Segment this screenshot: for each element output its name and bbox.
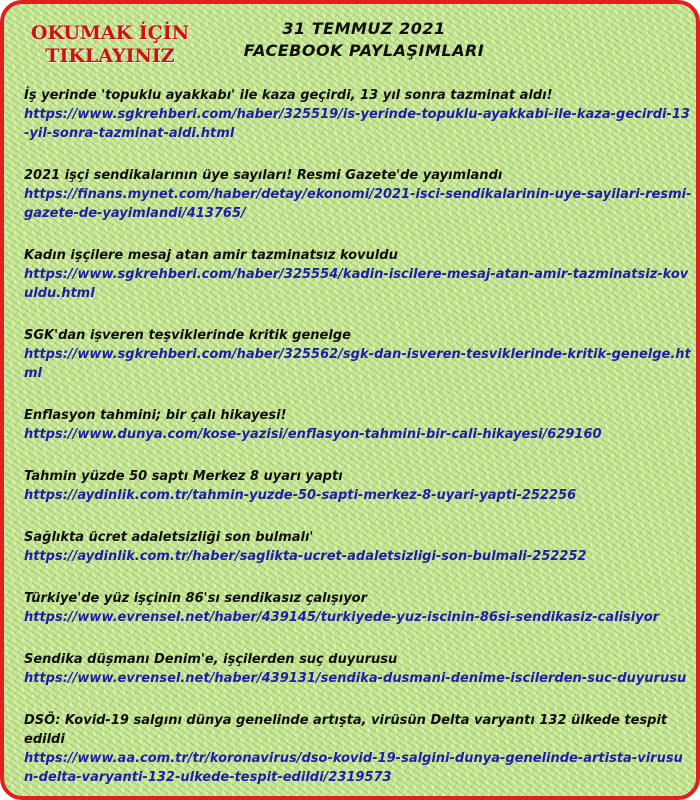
header-date: 31 TEMMUZ 2021 xyxy=(282,19,446,38)
news-link[interactable]: https://aydinlik.com.tr/haber/saglikta-ucret-adaletsizligi-son-bulmali-252252 xyxy=(24,549,587,564)
news-item xyxy=(24,406,692,444)
news-title: İş yerinde 'topuklu ayakkabı' ile kaza geçirdi, 13 yıl sonra tazminat aldı! xyxy=(24,88,553,103)
news-item xyxy=(24,528,692,566)
news-item xyxy=(24,650,692,688)
news-link[interactable]: https://www.sgkrehberi.com/haber/325554/kadin-iscilere-mesaj-atan-amir-tazminatsiz-kovuldu.html xyxy=(24,267,689,301)
read-more-line-2[interactable]: TIKLAYINIZ xyxy=(45,45,175,67)
page-header xyxy=(194,18,534,62)
news-item xyxy=(24,467,692,505)
news-link[interactable]: https://aydinlik.com.tr/tahmin-yuzde-50-sapti-merkez-8-uyari-yapti-252256 xyxy=(24,488,577,503)
news-title: Sendika düşmanı Denim'e, işçilerden suç duyurusu xyxy=(24,652,398,667)
news-link[interactable]: https://finans.mynet.com/haber/detay/ekonomi/2021-isci-sendikalarinin-uye-sayilari-resmi-gazete-de-yayimlandi/413765/ xyxy=(24,187,692,221)
news-item xyxy=(24,166,692,223)
news-title: Türkiye'de yüz işçinin 86'sı sendikasız çalışıyor xyxy=(24,591,368,606)
news-title: Sağlıkta ücret adaletsizliği son bulmalı' xyxy=(24,530,314,545)
read-more-line-1[interactable]: OKUMAK İÇİN xyxy=(30,22,190,44)
news-link[interactable]: https://www.sgkrehberi.com/haber/325562/sgk-dan-isveren-tesviklerinde-kritik-genelge.html xyxy=(24,347,691,381)
read-more-badge[interactable] xyxy=(30,22,190,68)
news-title: Tahmin yüzde 50 saptı Merkez 8 uyarı yaptı xyxy=(24,469,343,484)
news-item xyxy=(24,711,692,787)
news-link[interactable]: https://www.dunya.com/kose-yazisi/enflasyon-tahmini-bir-cali-hikayesi/629160 xyxy=(24,427,602,442)
news-item xyxy=(24,589,692,627)
news-title: Enflasyon tahmini; bir çalı hikayesi! xyxy=(24,408,287,423)
news-link[interactable]: https://www.aa.com.tr/tr/koronavirus/dso-kovid-19-salgini-dunya-genelinde-artista-virusun-delta-varyanti-132-ulkede-tespit-edildi/2319573 xyxy=(24,751,683,785)
news-link[interactable]: https://www.evrensel.net/haber/439131/sendika-dusmani-denime-iscilerden-suc-duyurusu xyxy=(24,671,687,686)
news-link[interactable]: https://www.evrensel.net/haber/439145/turkiyede-yuz-iscinin-86si-sendikasiz-calisiyor xyxy=(24,610,660,625)
news-link[interactable]: https://www.sgkrehberi.com/haber/325519/is-yerinde-topuklu-ayakkabi-ile-kaza-gecirdi-13-yil-sonra-tazminat-aldi.html xyxy=(24,107,690,141)
news-list xyxy=(24,86,692,787)
header-subtitle: FACEBOOK PAYLAŞIMLARI xyxy=(243,41,485,60)
news-title: DSÖ: Kovid-19 salgını dünya genelinde artışta, virüsün Delta varyantı 132 ülkede tespit edildi xyxy=(24,713,668,747)
news-title: 2021 işçi sendikalarının üye sayıları! Resmi Gazete'de yayımlandı xyxy=(24,168,503,183)
news-item xyxy=(24,326,692,383)
news-item xyxy=(24,86,692,143)
news-item xyxy=(24,246,692,303)
news-title: SGK'dan işveren teşviklerinde kritik genelge xyxy=(24,328,351,343)
news-title: Kadın işçilere mesaj atan amir tazminatsız kovuldu xyxy=(24,248,398,263)
